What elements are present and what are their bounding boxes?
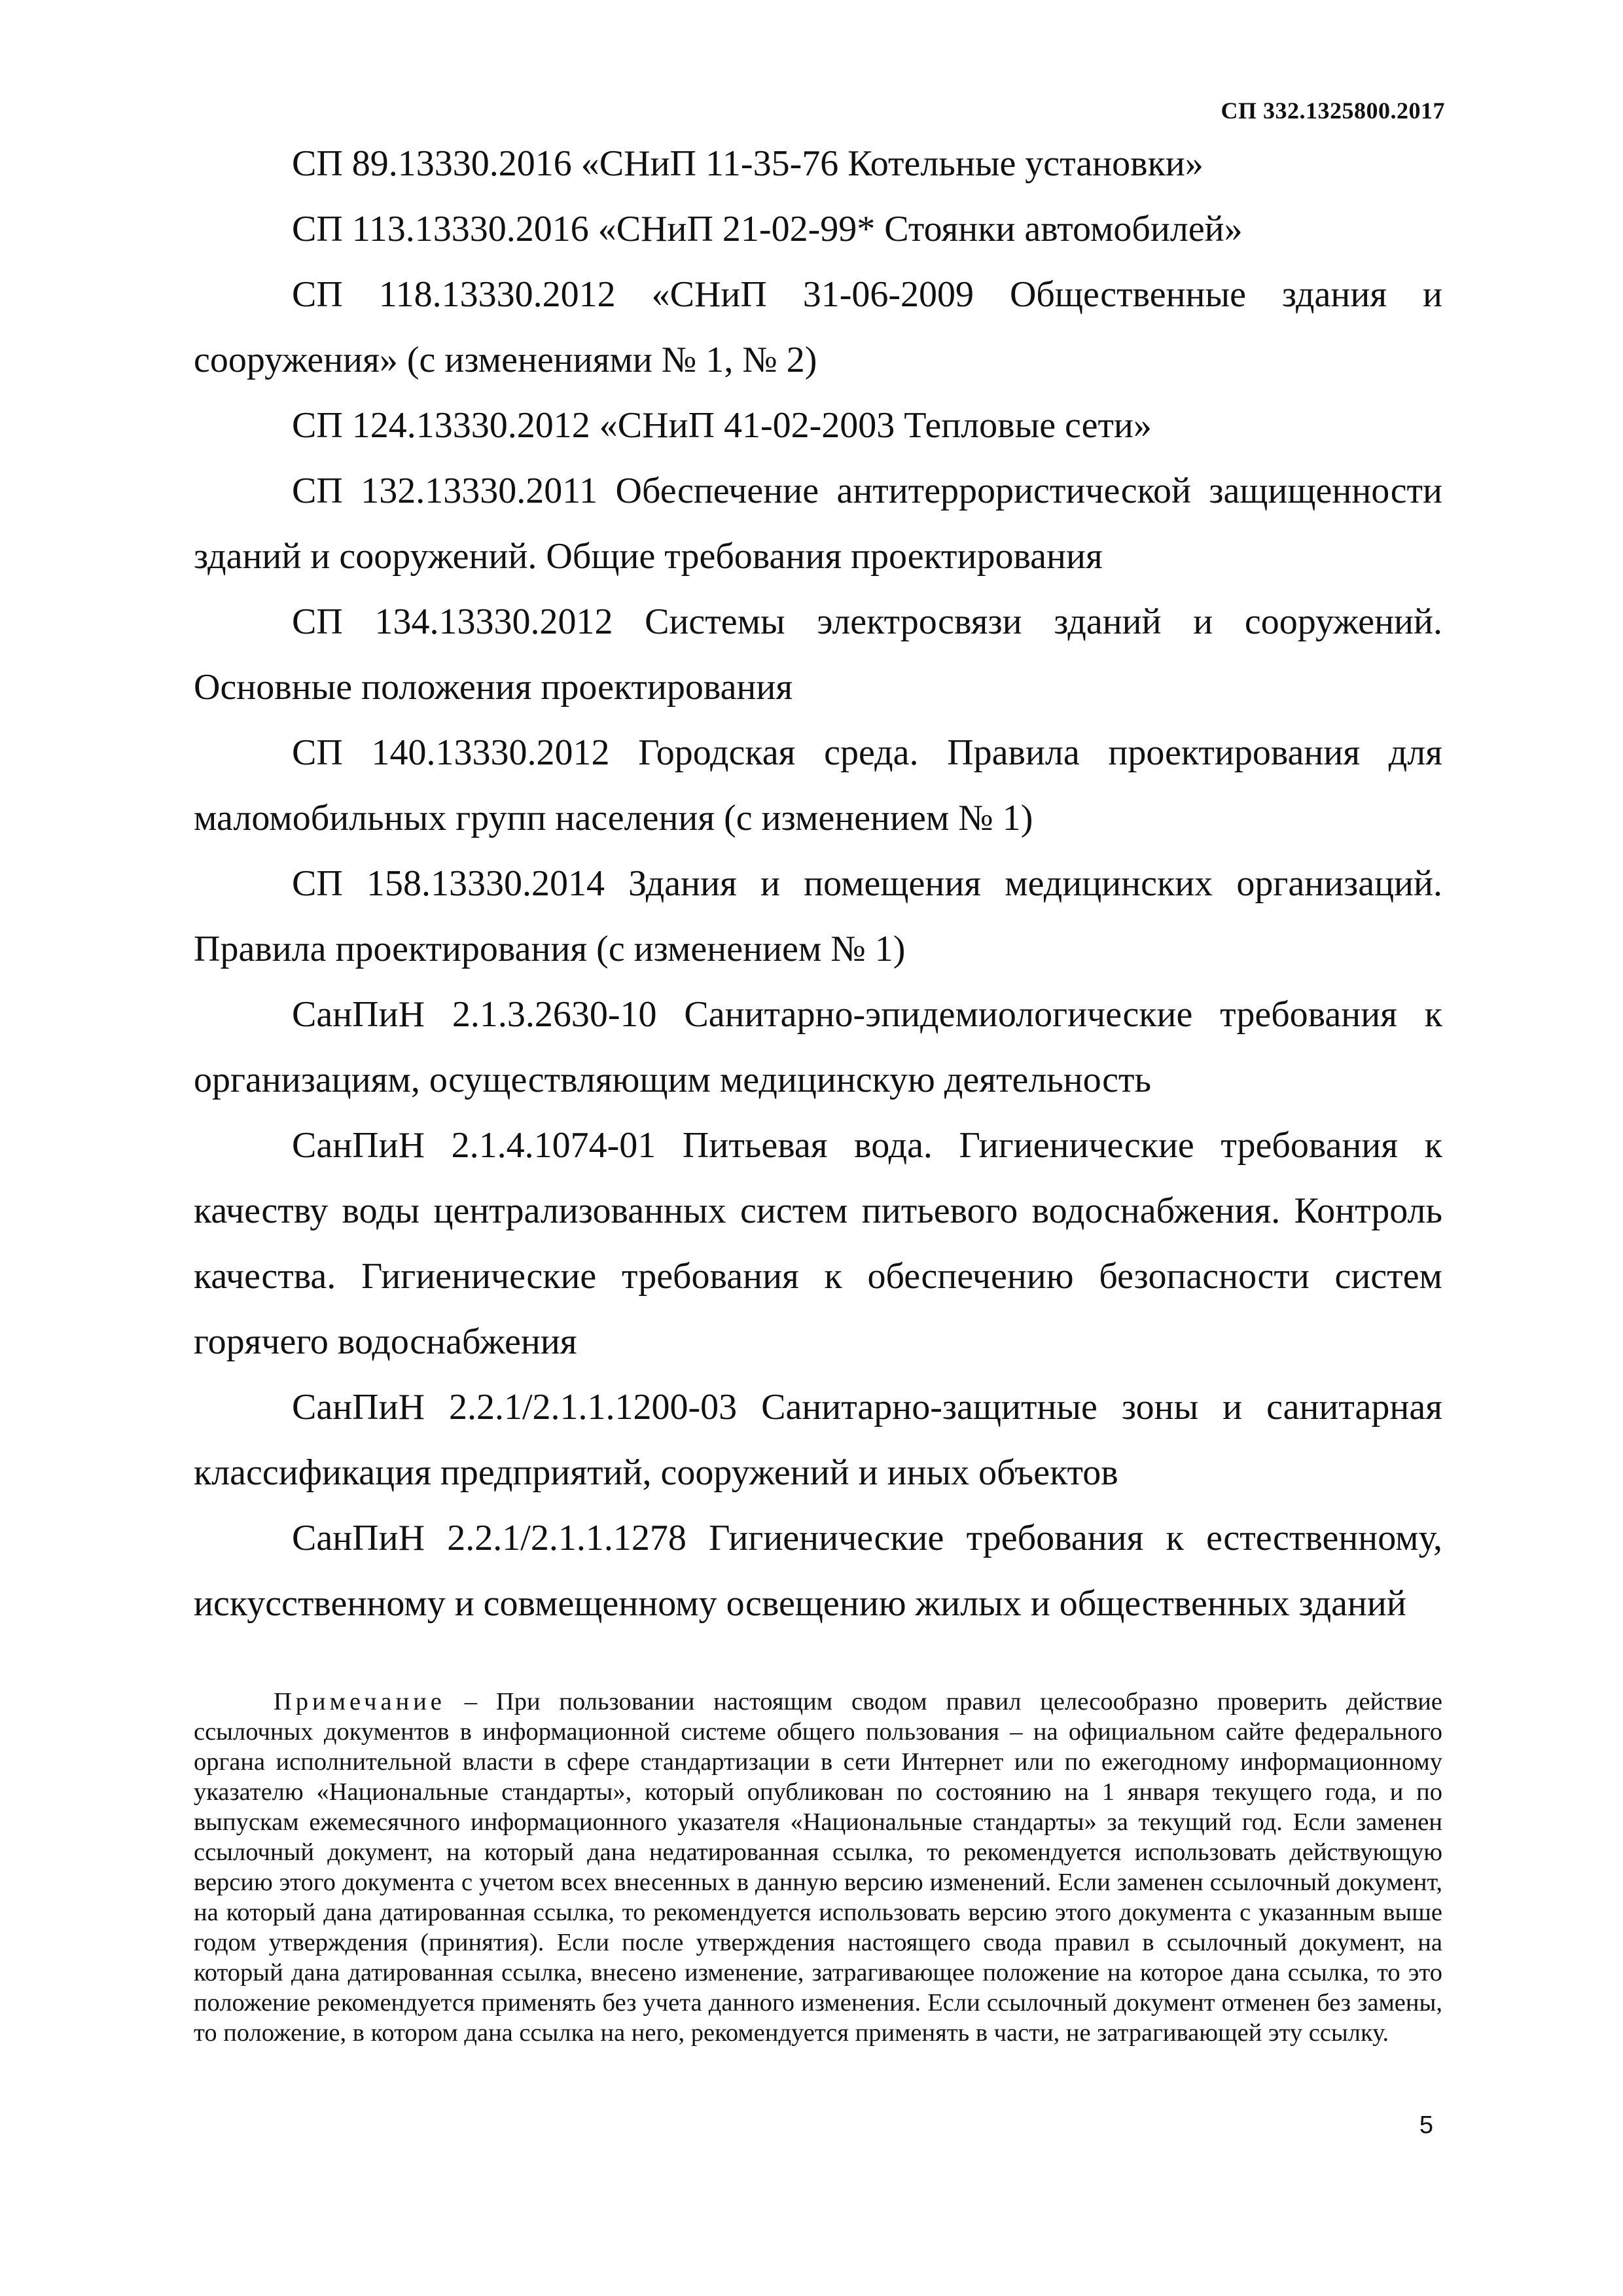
note-label: Примечание (274, 1688, 446, 1715)
reference-item: СП 134.13330.2012 Системы электросвязи зданий и сооружений. Основные положения проектирования (194, 601, 1442, 708)
reference-item: СП 89.13330.2016 «СНиП 11-35-76 Котельные установки» (292, 143, 1204, 184)
normative-references-list (194, 131, 1442, 1636)
reference-item: СанПиН 2.2.1/2.1.1.1278 Гигиенические требования к естественному, искусственному и совмещенному освещению жилых и общественных зданий (194, 1518, 1442, 1624)
document-code: СП 332.1325800.2017 (1221, 98, 1445, 124)
reference-item: СанПиН 2.1.3.2630-10 Санитарно-эпидемиологические требования к организациям, осуществляющим медицинскую деятельность (194, 994, 1442, 1100)
reference-item: СанПиН 2.2.1/2.1.1.1200-03 Санитарно-защитные зоны и санитарная классификация предприятий, сооружений и иных объектов (194, 1387, 1442, 1493)
note-text: – При пользовании настоящим сводом правил целесообразно проверить действие ссылочных документов в информационной системе общего пользования – на официальном сайте федерального органа исполнительной власти в сфере стандартизации в сети Интернет или по ежегодному информационному указателю «Национальные стандарты», который опубликован по состоянию на 1 января текущего года, и по выпускам ежемесячного информационного указателя «Национальные стандарты» за текущий год. Если заменен ссылочный документ, на который дана недатированная ссылка, то рекомендуется использовать действующую версию этого документа с учетом всех внесенных в данную версию изменений. Если заменен ссылочный документ, на который дана датированная ссылка, то рекомендуется использовать версию этого документа с указанным выше годом утверждения (принятия). Если после утверждения настоящего свода правил в ссылочный документ, на который дана датированная ссылка, внесено изменение, затрагивающее положение на которое дана ссылка, то это положение рекомендуется применять без учета данного изменения. Если ссылочный документ отменен без замены, то положение, в котором дана ссылка на него, рекомендуется применять в части, не затрагивающей эту ссылку. (194, 1688, 1442, 2047)
reference-item: СП 118.13330.2012 «СНиП 31-06-2009 Общественные здания и сооружения» (с изменениями № 1, № 2) (194, 274, 1442, 380)
page-number: 5 (1419, 2111, 1433, 2139)
reference-item: СП 124.13330.2012 «СНиП 41-02-2003 Тепловые сети» (292, 405, 1152, 446)
reference-item: СП 113.13330.2016 «СНиП 21-02-99* Стоянки автомобилей» (292, 209, 1243, 249)
reference-item: СП 140.13330.2012 Городская среда. Правила проектирования для маломобильных групп населения (с изменением № 1) (194, 732, 1442, 838)
reference-item: СанПиН 2.1.4.1074-01 Питьевая вода. Гигиенические требования к качеству воды централизованных систем питьевого водоснабжения. Контроль качества. Гигиенические требования к обеспечению безопасности систем горячего водоснабжения (194, 1125, 1442, 1362)
reference-item: СП 158.13330.2014 Здания и помещения медицинских организаций. Правила проектирования (с изменением № 1) (194, 863, 1442, 969)
reference-item: СП 132.13330.2011 Обеспечение антитеррористической защищенности зданий и сооружений. Общие требования проектирования (194, 471, 1442, 577)
note-paragraph (194, 1687, 1442, 2048)
